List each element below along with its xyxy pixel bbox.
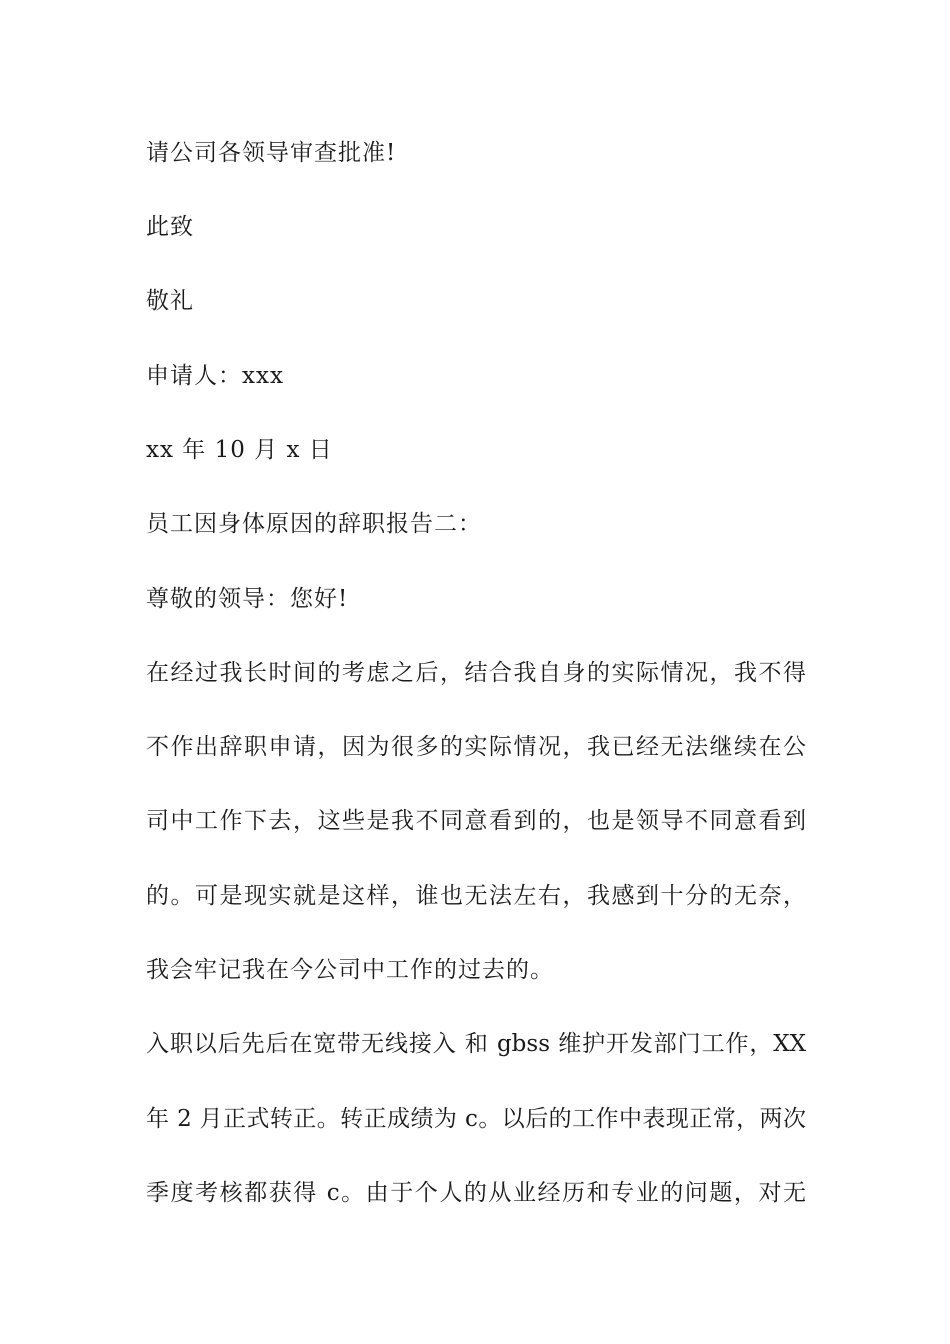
body-line: 在经过我长时间的考虑之后，结合我自身的实际情况，我不得	[146, 660, 806, 686]
body-line: 年 2 月正式转正。转正成绩为 c。以后的工作中表现正常，两次	[146, 1106, 806, 1132]
body-line: 季度考核都获得 c。由于个人的从业经历和专业的问题，对无	[146, 1180, 806, 1206]
body-line: 不作出辞职申请，因为很多的实际情况，我已经无法继续在公	[146, 734, 806, 760]
body-line: 我会牢记我在今公司中工作的过去的。	[146, 957, 554, 983]
body-line: 的。可是现实就是这样，谁也无法左右，我感到十分的无奈，	[146, 883, 806, 909]
greeting-line: 尊敬的领导：您好!	[146, 586, 349, 612]
approval-request-line: 请公司各领导审查批准!	[146, 140, 397, 166]
applicant-line: 申请人：xxx	[146, 363, 284, 389]
date-line: xx 年 10 月 x 日	[146, 437, 333, 463]
closing-salutation-line: 此致	[146, 214, 194, 240]
section-heading: 员工因身体原因的辞职报告二：	[146, 511, 482, 537]
regards-line: 敬礼	[146, 288, 194, 314]
body-line: 司中工作下去，这些是我不同意看到的，也是领导不同意看到	[146, 808, 806, 834]
body-line: 入职以后先后在宽带无线接入 和 gbss 维护开发部门工作，XX	[146, 1031, 806, 1057]
